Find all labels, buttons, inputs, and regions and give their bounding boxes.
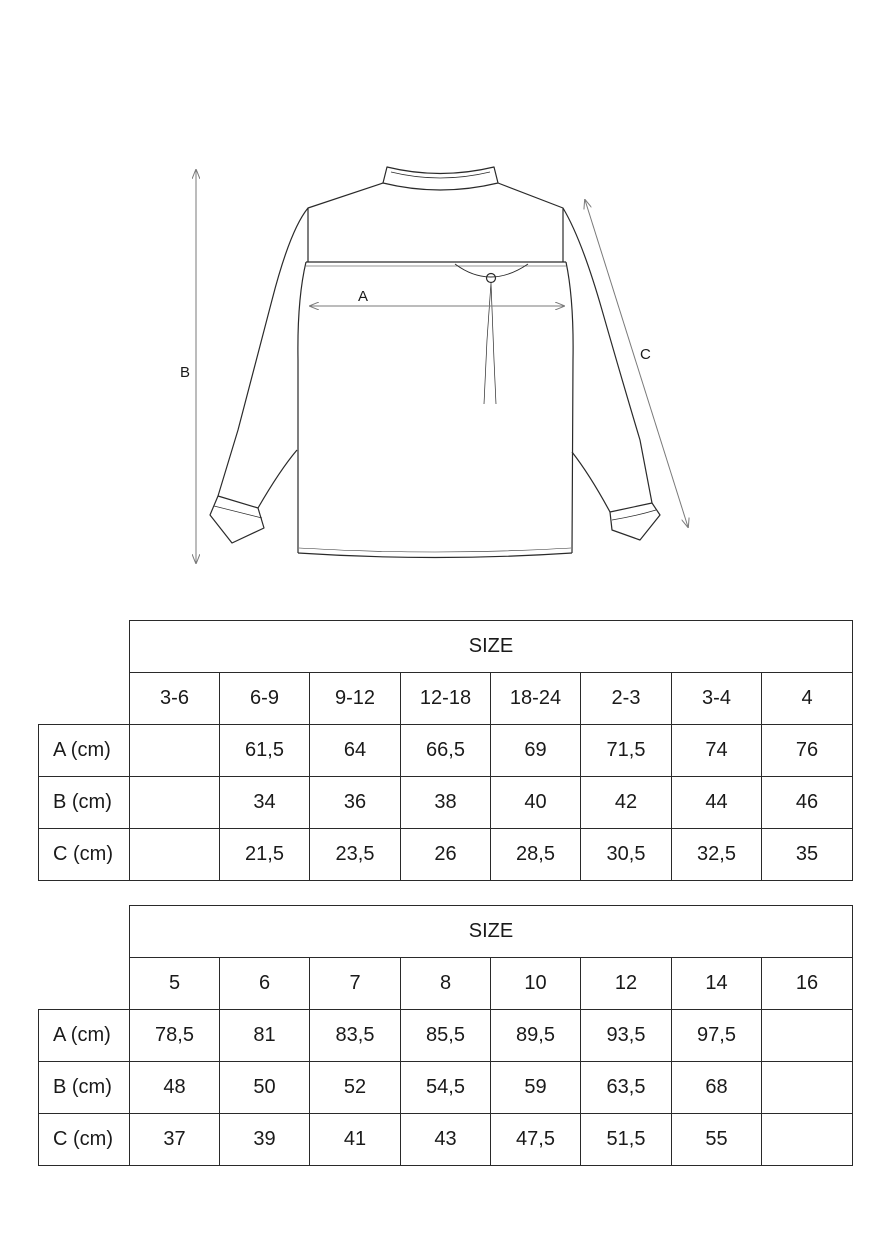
value-cell: 83,5 bbox=[310, 1010, 401, 1062]
size-cell: 2-3 bbox=[581, 673, 672, 725]
row-label: C (cm) bbox=[39, 829, 130, 881]
size-cell: 3-6 bbox=[130, 673, 220, 725]
value-cell: 68 bbox=[672, 1062, 762, 1114]
right-cuff bbox=[610, 503, 660, 540]
value-cell bbox=[762, 1114, 853, 1166]
value-cell: 44 bbox=[672, 777, 762, 829]
size-header-row bbox=[39, 621, 853, 673]
row-label: B (cm) bbox=[39, 777, 130, 829]
value-cell: 28,5 bbox=[491, 829, 581, 881]
value-cell: 81 bbox=[220, 1010, 310, 1062]
size-cell: 14 bbox=[672, 958, 762, 1010]
measure-c-label: C bbox=[640, 346, 651, 363]
measurement-lines bbox=[196, 170, 688, 563]
value-cell: 36 bbox=[310, 777, 401, 829]
measure-b-label: B bbox=[180, 364, 191, 381]
value-cell: 38 bbox=[401, 777, 491, 829]
size-cell: 9-12 bbox=[310, 673, 401, 725]
size-header: SIZE bbox=[130, 906, 853, 958]
size-cell: 8 bbox=[401, 958, 491, 1010]
row-label: A (cm) bbox=[39, 1010, 130, 1062]
hem-stitch bbox=[299, 548, 571, 552]
size-table-1 bbox=[38, 620, 853, 881]
table-row bbox=[39, 829, 853, 881]
value-cell bbox=[762, 1062, 853, 1114]
size-cell: 4 bbox=[762, 673, 853, 725]
value-cell: 30,5 bbox=[581, 829, 672, 881]
garment-diagram bbox=[0, 0, 892, 600]
value-cell bbox=[130, 829, 220, 881]
value-cell: 42 bbox=[581, 777, 672, 829]
value-cell: 78,5 bbox=[130, 1010, 220, 1062]
value-cell: 40 bbox=[491, 777, 581, 829]
measure-c-line bbox=[585, 200, 688, 527]
button bbox=[487, 274, 496, 283]
value-cell: 66,5 bbox=[401, 725, 491, 777]
value-cell: 64 bbox=[310, 725, 401, 777]
table-row bbox=[39, 725, 853, 777]
value-cell: 35 bbox=[762, 829, 853, 881]
left-cuff bbox=[210, 496, 264, 543]
value-cell: 52 bbox=[310, 1062, 401, 1114]
value-cell: 97,5 bbox=[672, 1010, 762, 1062]
value-cell: 89,5 bbox=[491, 1010, 581, 1062]
hem bbox=[298, 553, 572, 558]
value-cell: 39 bbox=[220, 1114, 310, 1166]
left-inner-sleeve bbox=[258, 450, 297, 508]
value-cell: 59 bbox=[491, 1062, 581, 1114]
size-cell: 3-4 bbox=[672, 673, 762, 725]
row-label: A (cm) bbox=[39, 725, 130, 777]
value-cell: 63,5 bbox=[581, 1062, 672, 1114]
body-left-side bbox=[298, 262, 306, 553]
value-cell: 61,5 bbox=[220, 725, 310, 777]
left-sleeve bbox=[218, 183, 383, 496]
size-cell: 18-24 bbox=[491, 673, 581, 725]
value-cell: 71,5 bbox=[581, 725, 672, 777]
size-header-row bbox=[39, 906, 853, 958]
value-cell: 76 bbox=[762, 725, 853, 777]
table-row bbox=[39, 1062, 853, 1114]
size-cell: 6 bbox=[220, 958, 310, 1010]
size-header: SIZE bbox=[130, 621, 853, 673]
size-names-row bbox=[39, 673, 853, 725]
table-row bbox=[39, 777, 853, 829]
value-cell bbox=[762, 1010, 853, 1062]
size-cell: 12 bbox=[581, 958, 672, 1010]
right-cuff-seam bbox=[612, 510, 656, 520]
value-cell: 47,5 bbox=[491, 1114, 581, 1166]
right-inner-sleeve bbox=[572, 452, 610, 512]
value-cell: 51,5 bbox=[581, 1114, 672, 1166]
value-cell: 48 bbox=[130, 1062, 220, 1114]
value-cell: 74 bbox=[672, 725, 762, 777]
collar-outline bbox=[383, 167, 498, 190]
size-cell: 10 bbox=[491, 958, 581, 1010]
value-cell: 46 bbox=[762, 777, 853, 829]
value-cell: 37 bbox=[130, 1114, 220, 1166]
value-cell: 54,5 bbox=[401, 1062, 491, 1114]
body-right-side bbox=[566, 262, 573, 553]
value-cell: 41 bbox=[310, 1114, 401, 1166]
measure-a-label: A bbox=[358, 288, 369, 305]
cord bbox=[484, 283, 496, 404]
value-cell: 26 bbox=[401, 829, 491, 881]
value-cell: 32,5 bbox=[672, 829, 762, 881]
value-cell: 34 bbox=[220, 777, 310, 829]
table-row bbox=[39, 1010, 853, 1062]
value-cell: 93,5 bbox=[581, 1010, 672, 1062]
table-row bbox=[39, 1114, 853, 1166]
value-cell bbox=[130, 777, 220, 829]
row-label: C (cm) bbox=[39, 1114, 130, 1166]
value-cell: 43 bbox=[401, 1114, 491, 1166]
size-table-2 bbox=[38, 905, 853, 1166]
row-label: B (cm) bbox=[39, 1062, 130, 1114]
size-cell: 12-18 bbox=[401, 673, 491, 725]
shirt-drawing bbox=[210, 167, 660, 558]
size-cell: 16 bbox=[762, 958, 853, 1010]
value-cell: 50 bbox=[220, 1062, 310, 1114]
size-cell: 5 bbox=[130, 958, 220, 1010]
value-cell: 69 bbox=[491, 725, 581, 777]
size-cell: 6-9 bbox=[220, 673, 310, 725]
left-cuff-seam bbox=[214, 506, 262, 518]
value-cell: 21,5 bbox=[220, 829, 310, 881]
value-cell bbox=[130, 725, 220, 777]
value-cell: 23,5 bbox=[310, 829, 401, 881]
size-names-row bbox=[39, 958, 853, 1010]
size-cell: 7 bbox=[310, 958, 401, 1010]
value-cell: 55 bbox=[672, 1114, 762, 1166]
value-cell: 85,5 bbox=[401, 1010, 491, 1062]
